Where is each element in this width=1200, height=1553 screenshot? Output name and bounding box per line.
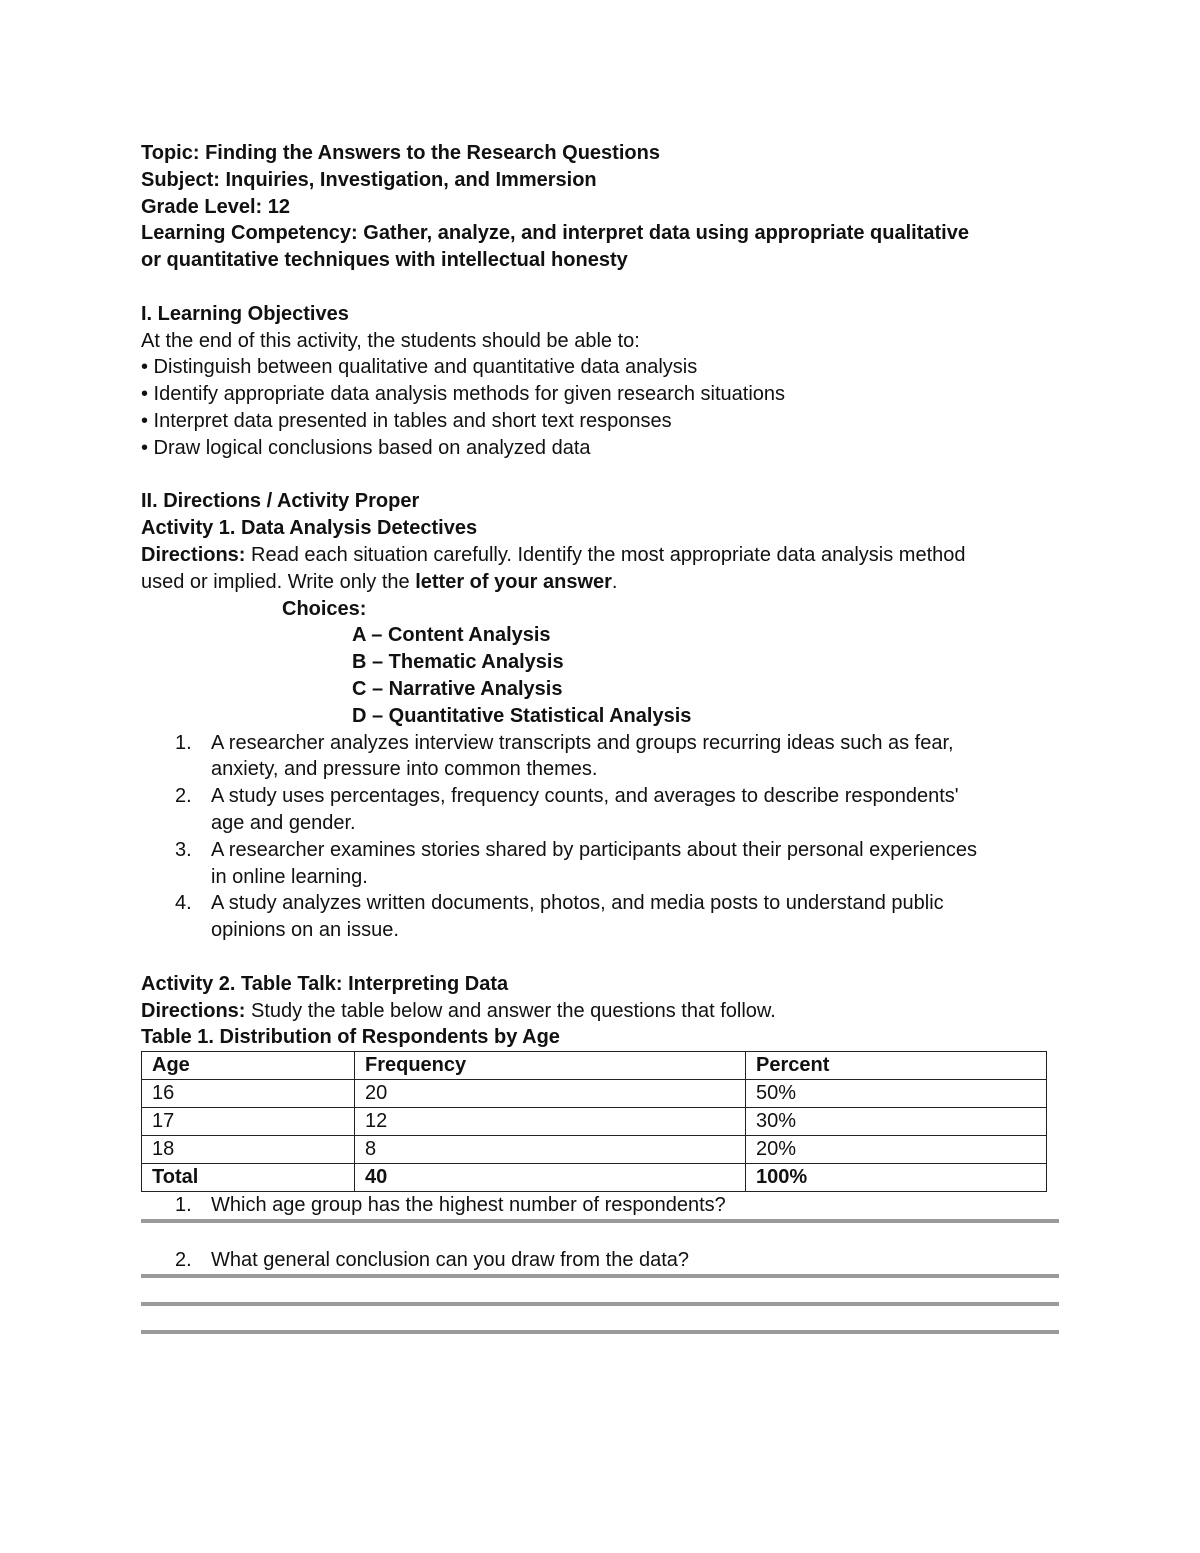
list-item <box>141 730 1061 784</box>
table-cell: 20% <box>746 1136 1047 1164</box>
directions-text: Read each situation carefully. Identify the most appropriate data analysis method <box>245 543 966 566</box>
table-header-row <box>142 1052 1047 1080</box>
table-cell: 17 <box>142 1108 355 1136</box>
item-text: A study analyzes written documents, photos, and media posts to understand public <box>211 892 944 915</box>
directions-text: used or implied. Write only the <box>141 570 416 593</box>
worksheet-header <box>141 140 1061 274</box>
item-number: 2. <box>175 785 192 808</box>
item-number: 3. <box>175 838 192 861</box>
item-text: age and gender. <box>211 811 356 834</box>
directions-text: Study the table below and answer the questions that follow. <box>245 999 776 1022</box>
section-heading: II. Directions / Activity Proper <box>141 490 420 513</box>
question-number: 2. <box>175 1248 192 1271</box>
item-number: 4. <box>175 892 192 915</box>
table-caption: Table 1. Distribution of Respondents by Age <box>141 1026 560 1049</box>
item-text: anxiety, and pressure into common themes. <box>211 758 598 781</box>
directions-label: Directions: <box>141 543 246 566</box>
directions-label: Directions: <box>141 999 246 1022</box>
activity-2-directions <box>141 998 1061 1025</box>
table-cell: 50% <box>746 1080 1047 1108</box>
activity-2-questions <box>141 1192 1061 1219</box>
activity-1-section <box>141 488 1061 944</box>
total-percent-cell: 100% <box>746 1164 1047 1192</box>
choice-d: D – Quantitative Statistical Analysis <box>352 704 692 727</box>
item-text: in online learning. <box>211 865 368 888</box>
table-cell: 8 <box>355 1136 746 1164</box>
total-frequency-cell: 40 <box>355 1164 746 1192</box>
respondents-table <box>141 1051 1047 1192</box>
item-text: A researcher examines stories shared by participants about their personal experiences <box>211 838 977 861</box>
table-cell: 16 <box>142 1080 355 1108</box>
activity-1-directions-line-2 <box>141 569 1061 596</box>
learning-objectives-section <box>141 301 1061 462</box>
activity-2-title: Activity 2. Table Talk: Interpreting Data <box>141 972 509 995</box>
list-item <box>141 837 1061 891</box>
subject-line: Subject: Inquiries, Investigation, and Immersion <box>141 168 597 191</box>
activity-1-title: Activity 1. Data Analysis Detectives <box>141 517 478 540</box>
header-cell-frequency: Frequency <box>355 1052 746 1080</box>
table-row <box>142 1136 1047 1164</box>
worksheet-page <box>141 140 1061 1334</box>
competency-line-1: Learning Competency: Gather, analyze, and interpret data using appropriate qualitative <box>141 222 969 245</box>
table-total-row <box>142 1164 1047 1192</box>
list-item <box>141 1247 1061 1274</box>
answer-line[interactable] <box>141 1330 1059 1334</box>
objective-item: • Draw logical conclusions based on analyzed data <box>141 436 591 459</box>
table-cell: 30% <box>746 1108 1047 1136</box>
table-row <box>142 1108 1047 1136</box>
objectives-intro: At the end of this activity, the students should be able to: <box>141 329 640 352</box>
total-label-cell: Total <box>142 1164 355 1192</box>
table-cell: 20 <box>355 1080 746 1108</box>
choice-a: A – Content Analysis <box>352 624 551 647</box>
question-number: 1. <box>175 1194 192 1217</box>
topic-line: Topic: Finding the Answers to the Research Questions <box>141 142 660 164</box>
directions-emphasis: letter of your answer <box>415 570 612 593</box>
item-text: opinions on an issue. <box>211 919 399 942</box>
objectives-heading: I. Learning Objectives <box>141 302 349 325</box>
competency-line-2: or quantitative techniques with intellectual honesty <box>141 249 628 272</box>
choices-label: Choices: <box>282 597 367 620</box>
question-text: What general conclusion can you draw from the data? <box>211 1248 690 1271</box>
list-item <box>141 783 1061 837</box>
item-number: 1. <box>175 731 192 754</box>
list-item <box>141 890 1061 944</box>
objective-item: • Identify appropriate data analysis methods for given research situations <box>141 383 786 406</box>
table-row <box>142 1080 1047 1108</box>
header-cell-age: Age <box>142 1052 355 1080</box>
question-text: Which age group has the highest number of respondents? <box>211 1194 726 1217</box>
activity-1-directions-line-1 <box>141 542 1061 569</box>
item-text: A study uses percentages, frequency counts, and averages to describe respondents' <box>211 785 959 808</box>
activity-1-items <box>141 730 1061 944</box>
grade-level-line: Grade Level: 12 <box>141 195 290 218</box>
objective-item: • Interpret data presented in tables and short text responses <box>141 409 672 432</box>
activity-2-questions <box>141 1247 1061 1274</box>
table-cell: 18 <box>142 1136 355 1164</box>
list-item <box>141 1192 1061 1219</box>
table-cell: 12 <box>355 1108 746 1136</box>
item-text: A researcher analyzes interview transcripts and groups recurring ideas such as fear, <box>211 731 954 754</box>
activity-2-section <box>141 971 1061 1334</box>
directions-text: . <box>611 570 618 593</box>
choice-c: C – Narrative Analysis <box>352 677 563 700</box>
header-cell-percent: Percent <box>746 1052 1047 1080</box>
objective-item: • Distinguish between qualitative and quantitative data analysis <box>141 356 698 379</box>
choice-b: B – Thematic Analysis <box>352 651 564 674</box>
